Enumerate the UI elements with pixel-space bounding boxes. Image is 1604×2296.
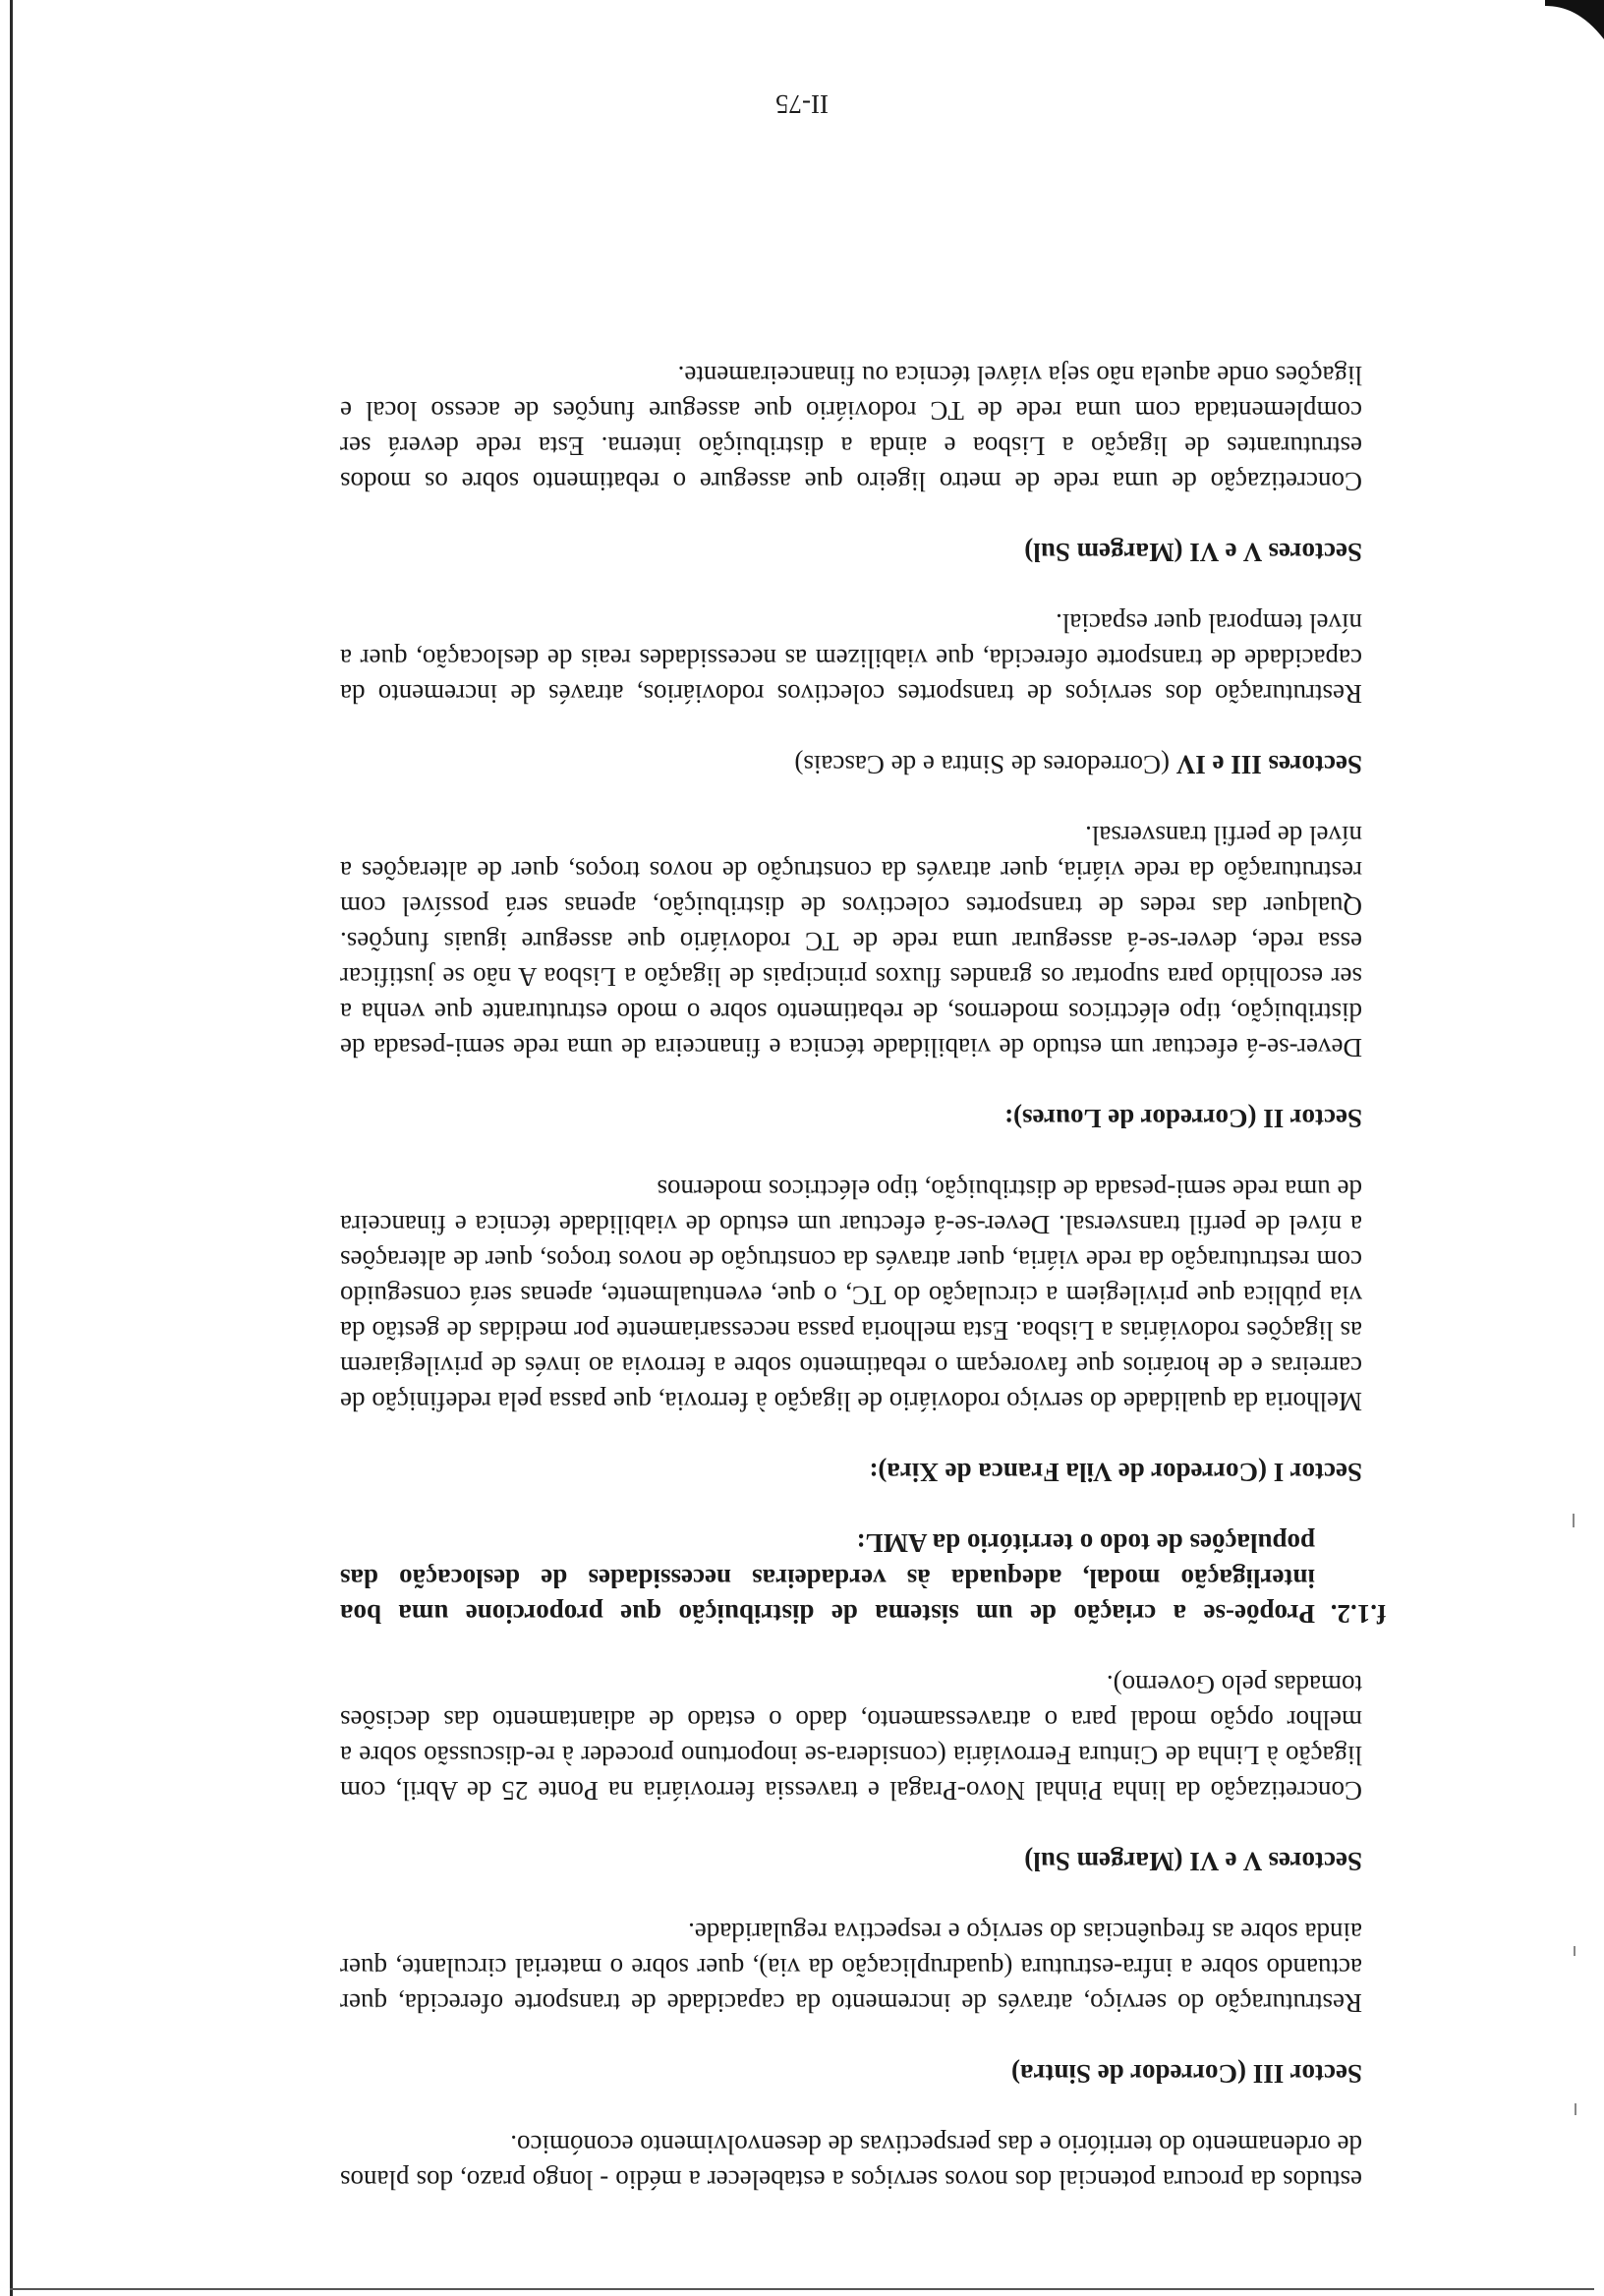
- section-heading: [340, 2056, 1362, 2092]
- paragraph-gap: [340, 499, 1362, 535]
- section-heading: [340, 535, 1362, 570]
- section-heading-detail: (Corredores de Sintra e de Cascais): [794, 750, 1176, 779]
- document-body: [340, 358, 1386, 2198]
- body-paragraph: Melhoria da qualidade do serviço rodoviário de ligação à ferrovia, que passa pela redefinição de carreiras e de horários que favoreçam o rebatimento sobre a ferrovia ao invés de privilegiarem as ligações rodoviárias a Lisboa. Esta melhoria passa necessariamente por medidas de gestão da via pública que privilegiem a circulação do TC, o que, eventualmente, apenas será conseguido com restruturação da rede viária, quer através da construção de novos troços, quer de alterações a nível de perfil transversal. Dever-se-á efectuar um estudo de viabilidade técnica e financeira de uma rede semi-pesada de distribuição, tipo eléctricos modernos: [340, 1175, 1362, 1416]
- page-number: II-75: [775, 89, 829, 119]
- paragraph-gap: [340, 2092, 1362, 2127]
- body-paragraph: Restruturação do serviço, através de incremento da capacidade de transporte oferecida, quer actuando sobre a infra-estrutura (quadruplicação da via), quer sobre o material circulante, quer ainda sobre as frequências do serviço e respectiva regularidade.: [340, 1918, 1362, 2018]
- paragraph-gap: [340, 1065, 1362, 1101]
- section-heading-bold: Sectores III e IV: [1175, 750, 1362, 779]
- section-heading: [340, 1455, 1362, 1490]
- paragraph-gap: [340, 1136, 1362, 1172]
- paragraph-gap: [340, 712, 1362, 747]
- paragraph-gap: [340, 1808, 1362, 1844]
- paragraph-gap: [340, 1490, 1362, 1525]
- section-heading-bold: Sectores V e VI (Margem Sul): [1024, 1847, 1362, 1876]
- body-paragraph: Dever-se-á efectuar um estudo de viabilidade técnica e financeira de uma rede semi-pesada de distribuição, tipo eléctricos modernos, de rebatimento sobre o modo estruturante que venha a ser escolhido para suportar os grandes fluxos principais de ligação a Lisboa A não se justificar essa rede, dever-se-á assegurar uma rede de TC rodoviário que assegure iguais funções. Qualquer das redes de transportes colectivos de distribuição, apenas será possível com restruturação da rede viária, quer através da construção de novos troços, quer de alterações a nível de perfil transversal.: [340, 821, 1362, 1062]
- body-paragraph: Restruturação dos serviços de transportes colectivos rodoviários, através de incremento da capacidade de transporte oferecida, que viabilizem as necessidades reais de deslocação, quer a nível temporal quer espacial.: [340, 608, 1362, 709]
- section-heading-bold: Sector I (Corredor de Vila Franca de Xira):: [869, 1458, 1362, 1487]
- section-heading: [340, 747, 1362, 782]
- body-paragraph: Concretização de uma rede de metro ligeiro que assegure o rebatimento sobre os modos estruturantes de ligação a Lisboa e ainda a distribuição interna. Esta rede deverá ser complementada com uma rede de TC rodoviário que assegure funções de acesso local e ligações onde aquela não seja viável técnica ou financeiramente.: [340, 361, 1362, 496]
- section-heading: [340, 1101, 1362, 1136]
- paragraph-gap: [340, 1419, 1362, 1455]
- paragraph-gap: [340, 1879, 1362, 1915]
- body-paragraph: estudos da procura potencial dos novos serviços a estabelecer a médio - longo prazo, dos planos de ordenamento do território e das perspectivas de desenvolvimento económico.: [340, 2130, 1362, 2195]
- paragraph-gap: [340, 2021, 1362, 2056]
- paragraph-gap: [340, 570, 1362, 605]
- paragraph-gap: [340, 1632, 1362, 1667]
- section-heading: [340, 1844, 1362, 1879]
- proposal-text: Propõe-se a criação de um sistema de distribuição que proporcione uma boa interligação modal, adequada às verdadeiras necessidades de deslocação das populações de todo o território da AML:: [340, 1528, 1315, 1629]
- section-heading-bold: Sector II (Corredor de Loures):: [1004, 1104, 1362, 1133]
- section-heading-bold: Sectores V e VI (Margem Sul): [1024, 538, 1362, 567]
- numbered-proposal: [340, 1525, 1386, 1632]
- section-heading-bold: Sector III (Corredor de Sintra): [1011, 2059, 1362, 2089]
- paragraph-gap: [340, 782, 1362, 818]
- proposal-number: f.1.2.: [1330, 1599, 1386, 1629]
- body-paragraph: Concretização da linha Pinhal Novo-Pragal e travessia ferroviária na Ponte 25 de Abril, com ligação à Linha de Cintura Ferroviária (considera-se inoportuno proceder à re-discussão sobre a melhor opção modal para o atravessamento, dado o estado de adiantamento das decisões tomadas pelo Governo).: [340, 1670, 1362, 1806]
